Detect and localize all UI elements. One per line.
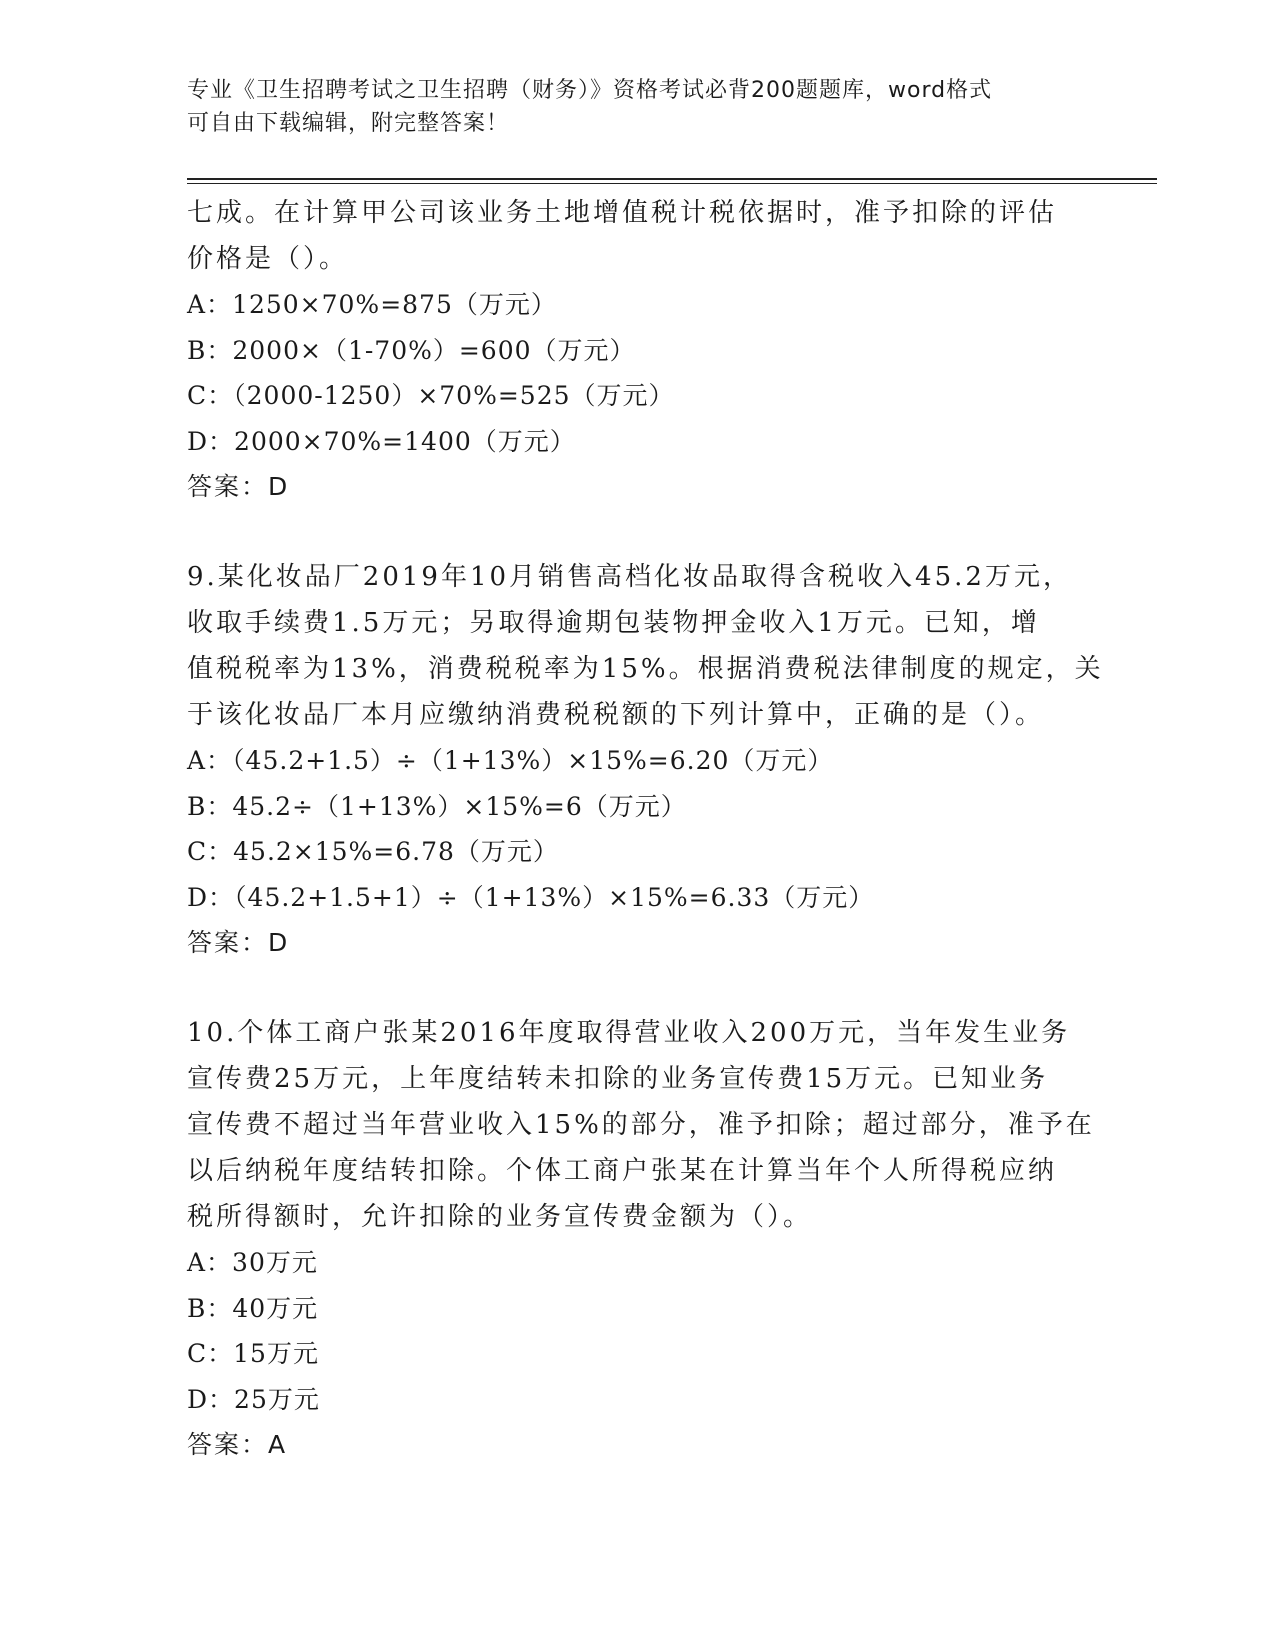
header-divider-thick xyxy=(187,178,1157,180)
question-8 xyxy=(187,190,1087,510)
option-c: C：45.2×15%=6.78（万元） xyxy=(187,837,559,866)
question-text-line: 于该化妆品厂本月应缴纳消费税税额的下列计算中，正确的是（）。 xyxy=(187,700,1045,730)
option-c: C：（2000-1250）×70%=525（万元） xyxy=(187,381,675,410)
header-title-line-2: 可自由下载编辑，附完整答案！ xyxy=(187,111,510,136)
answer: 答案：D xyxy=(187,472,290,501)
question-text-line: 以后纳税年度结转扣除。个体工商户张某在计算当年个人所得税应纳 xyxy=(187,1156,1058,1186)
question-text-line: 收取手续费1.5万元；另取得逾期包装物押金收入1万元。已知，增 xyxy=(187,608,1040,638)
page-header xyxy=(187,74,1077,140)
option-d: D：2000×70%=1400（万元） xyxy=(187,426,576,456)
page-content xyxy=(187,190,1104,1468)
option-a: A：1250×70%=875（万元） xyxy=(187,290,557,319)
answer: 答案：D xyxy=(187,928,290,957)
question-text-line: 七成。在计算甲公司该业务土地增值税计税依据时，准予扣除的评估 xyxy=(187,198,1058,228)
option-d: D：25万元 xyxy=(187,1384,320,1414)
option-a: A：（45.2+1.5）÷（1+13%）×15%=6.20（万元） xyxy=(187,746,834,775)
question-text-line: 值税税率为13%，消费税税率为15%。根据消费税法律制度的规定，关 xyxy=(187,654,1104,684)
option-a: A：30万元 xyxy=(187,1248,318,1277)
question-9 xyxy=(187,554,1104,966)
question-text-line: 税所得额时，允许扣除的业务宣传费金额为（）。 xyxy=(187,1202,813,1232)
header-title-line-1: 专业《卫生招聘考试之卫生招聘（财务）》资格考试必背200题题库，word格式 xyxy=(187,78,993,103)
option-b: B：45.2÷（1+13%）×15%=6（万元） xyxy=(187,791,687,821)
option-b: B：2000×（1-70%）=600（万元） xyxy=(187,335,636,365)
option-b: B：40万元 xyxy=(187,1293,319,1323)
question-text-line: 宣传费不超过当年营业收入15%的部分，准予扣除；超过部分，准予在 xyxy=(187,1110,1095,1140)
option-c: C：15万元 xyxy=(187,1339,319,1368)
question-text-line: 10.个体工商户张某2016年度取得营业收入200万元，当年发生业务 xyxy=(187,1018,1071,1048)
header-divider-thin xyxy=(187,183,1157,184)
answer: 答案：A xyxy=(187,1430,288,1459)
option-d: D：（45.2+1.5+1）÷（1+13%）×15%=6.33（万元） xyxy=(187,882,875,912)
question-text-line: 9.某化妆品厂2019年10月销售高档化妆品取得含税收入45.2万元， xyxy=(187,562,1072,592)
question-text-line: 价格是（）。 xyxy=(187,244,349,274)
question-text-line: 宣传费25万元，上年度结转未扣除的业务宣传费15万元。已知业务 xyxy=(187,1064,1049,1094)
question-10 xyxy=(187,1010,1095,1468)
